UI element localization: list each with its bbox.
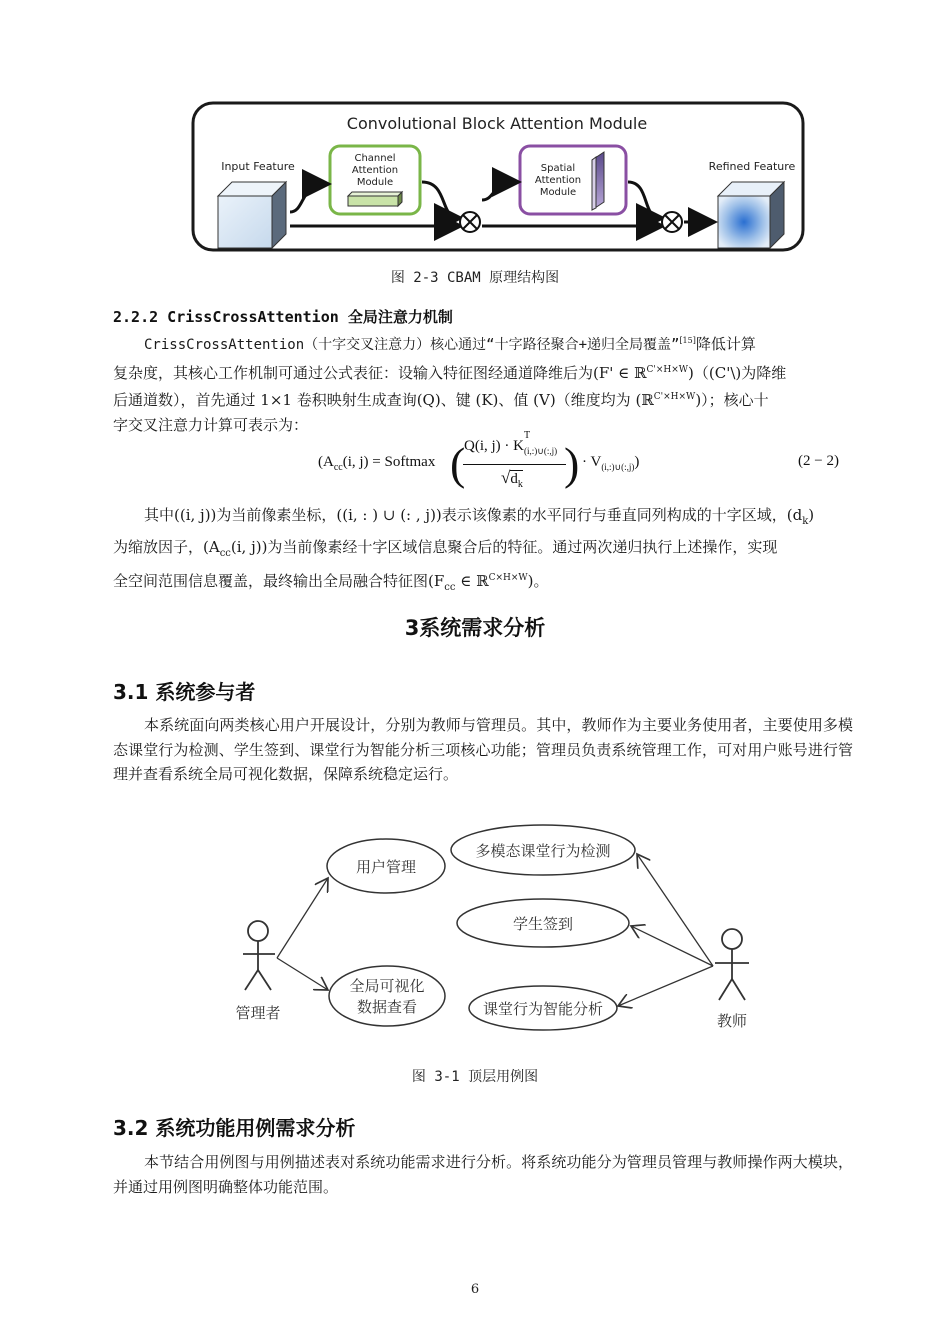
formula-rhs-end: ) [634, 454, 640, 470]
cbam-diagram [190, 100, 808, 255]
section-32-paragraph: 本节结合用例图与用例描述表对系统功能需求进行分析。将系统功能分为管理员管理与教师操作两大模块，并通过用例图明确整体功能范围。 [113, 1153, 853, 1196]
para2 [113, 503, 853, 601]
admin-actor-icon [243, 921, 275, 990]
formula-rhs-sub: (i,:)∪(:,j) [601, 462, 635, 472]
usecase-signin-label: 学生签到 [512, 915, 574, 933]
cbam-caption: 图 2-3 CBAM 原理结构图 [390, 270, 560, 286]
equation-number: (2 − 2) [798, 453, 839, 469]
assoc-teacher-signin [631, 926, 713, 966]
input-cube [218, 182, 286, 248]
spatial-label-1: Spatial [540, 163, 576, 174]
section-31-paragraph: 本系统面向两类核心用户开展设计，分别为教师与管理员。其中，教师作为主要业务使用者，主要使用多模态课堂行为检测、学生签到、课堂行为智能分析三项核心功能；管理员负责系统管理工作，可对用户账号进行管理并查看系统全局可视化数据，保障系统稳定运行。 [113, 716, 853, 783]
assoc-teacher-analysis [618, 966, 713, 1006]
formula-num-sup: T [524, 430, 531, 441]
multiply-icon-1 [460, 212, 480, 232]
para2-line3-b: ∈ ℝ [455, 572, 489, 590]
assoc-admin-global-view [277, 958, 328, 990]
usecase-user-management-label: 用户管理 [355, 858, 417, 876]
para2-line1-sub: k [802, 516, 809, 527]
para1-line2-b: )（(C'\)为降维 [688, 363, 787, 382]
chapter-3-title: 3系统需求分析 [404, 616, 546, 640]
para2-line3-a: 全空间范围信息覆盖，最终输出全局融合特征图(F [113, 572, 445, 590]
usecase-detection-label: 多模态课堂行为检测 [475, 842, 611, 860]
formula-denominator: d [510, 471, 518, 487]
para2-line1: 其中((i, j))为当前像素坐标，((i, : ) ∪ (: , j))表示该像素的水平同行与垂直同列构成的十字区域，(d [144, 506, 803, 524]
section-222-number: 2.2.2 CrissCrossAttention [113, 308, 339, 326]
formula-numerator: Q(i, j) · K [464, 438, 524, 454]
multiply-icon-2 [662, 212, 682, 232]
para1-line2: 复杂度，其核心工作机制可通过公式表征：设输入特征图经通道降维后为(F' ∈ ℝ [113, 363, 647, 382]
para1-line3: 后通道数），首先通过 1×1 卷积映射生成查询(Q)、键 (K)、值 (V)（维度均为 (ℝ [113, 391, 654, 409]
fraction-bar [463, 464, 566, 465]
input-feature-label: Input Feature [221, 160, 295, 173]
usecase-diagram [225, 818, 765, 1040]
cbam-title: Convolutional Block Attention Module [346, 114, 648, 133]
teacher-actor-label: 教师 [716, 1012, 748, 1030]
para1-line1-b: 降低计算 [695, 335, 756, 353]
section-31-heading: 3.1 系统参与者 [113, 680, 256, 704]
teacher-actor-icon [715, 929, 749, 1000]
spatial-map [592, 152, 604, 210]
citation-ref: [15] [679, 336, 696, 345]
spatial-label-3: Module [539, 187, 577, 198]
usecase-analysis-label: 课堂行为智能分析 [482, 1000, 604, 1018]
para2-line3-sup: C×H×W [488, 573, 528, 583]
usecase-global-view [329, 966, 445, 1026]
page-number: 6 [470, 1282, 480, 1297]
channel-label-1: Channel [354, 153, 396, 164]
para1-line3-b: )）；核心十 [695, 391, 769, 409]
para1-line4: 字交叉注意力计算可表示为： [113, 415, 309, 434]
channel-label-2: Attention [351, 165, 399, 176]
channel-bar [348, 192, 402, 206]
formula-lhs: (A [318, 454, 334, 470]
assoc-teacher-detection [637, 854, 713, 966]
usecase-global-view-label-1: 全局可视化 [349, 977, 425, 995]
formula-rhs: · V [582, 454, 602, 470]
admin-actor-label: 管理者 [235, 1004, 281, 1022]
para1-sup2: C'×H×W [653, 392, 696, 402]
para2-line3-end: )。 [527, 572, 549, 590]
formula-lhs-rest: (i, j) = Softmax [342, 454, 436, 470]
para1-sup1: C'×H×W [646, 364, 689, 375]
assoc-admin-user-mgmt [277, 878, 328, 958]
formula-lhs-sub: cc [333, 462, 343, 473]
para2-line1-end: ) [808, 506, 815, 524]
formula-right-paren: ) [564, 438, 580, 489]
section-222-title: 全局注意力机制 [347, 308, 453, 326]
formula-left-paren: ( [450, 438, 466, 489]
usecase-caption: 图 3-1 顶层用例图 [411, 1069, 539, 1085]
para2-line2-b: (i, j))为当前像素经十字区域信息聚合后的特征。通过两次递归执行上述操作，实现 [230, 537, 778, 556]
section-222-heading [113, 306, 453, 327]
channel-label-3: Module [356, 177, 394, 188]
sqrt-icon: √ [501, 468, 511, 487]
para1-line1-a: CrissCrossAttention（十字交叉注意力）核心通过“十字路径聚合+递归全局覆盖” [144, 337, 680, 353]
para2-line3-sub: cc [444, 582, 456, 593]
formula-num-sub: (i,:)∪(:,j) [524, 446, 558, 456]
para2-line2-a: 为缩放因子，(A [113, 537, 220, 556]
spatial-label-2: Attention [534, 175, 582, 186]
refined-cube [718, 182, 784, 248]
formula-den-sub: k [517, 479, 523, 490]
section-32-heading: 3.2 系统功能用例需求分析 [113, 1116, 356, 1140]
section-222-paragraph [113, 329, 853, 437]
para2-line2-sub: cc [219, 547, 231, 559]
formula-2-2 [318, 430, 738, 498]
usecase-global-view-label-2: 数据查看 [356, 998, 418, 1016]
refined-feature-label: Refined Feature [708, 160, 796, 173]
